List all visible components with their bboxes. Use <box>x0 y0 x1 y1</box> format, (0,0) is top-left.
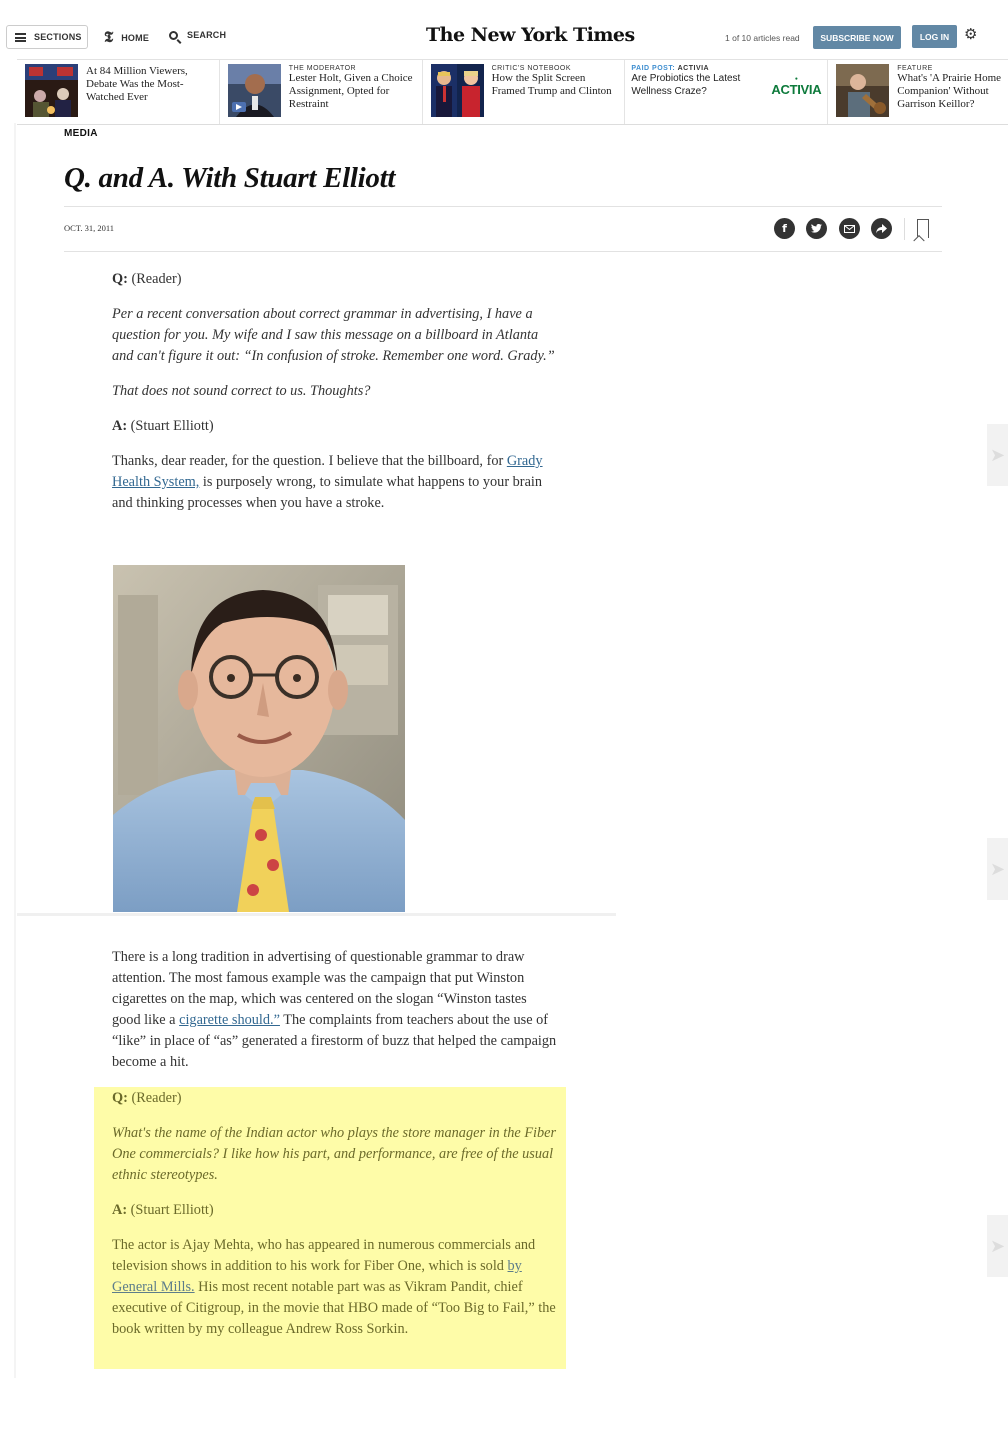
search-link[interactable] <box>169 30 226 40</box>
ribbon-headline: What's 'A Prairie Home Companion' Without Garrison Keillor? <box>897 72 1002 110</box>
stuart-elliott-photo <box>113 565 405 912</box>
question-text: That does not sound correct to us. Thoughts? <box>112 383 371 399</box>
grady-link[interactable]: Grady Health System, <box>112 453 543 490</box>
home-link[interactable] <box>104 30 149 45</box>
general-mills-link[interactable]: by General Mills. <box>112 1258 522 1295</box>
sections-label: SECTIONS <box>34 32 82 42</box>
ribbon-kicker: THE MODERATOR <box>288 65 357 72</box>
a-attribution: (Stuart Elliott) <box>127 1202 214 1218</box>
paragraph <box>112 947 557 1073</box>
ribbon-item[interactable] <box>423 60 626 124</box>
next-arrow-icon[interactable]: ➤ <box>987 424 1008 486</box>
ribbon-item[interactable] <box>220 60 423 124</box>
q-label: Q: <box>112 1090 128 1106</box>
page-divider <box>17 913 616 916</box>
ribbon-thumbnail <box>431 64 484 117</box>
next-arrow-icon[interactable]: ➤ <box>987 1215 1008 1277</box>
ribbon-kicker <box>631 65 756 72</box>
answer-text-part: His most recent notable part was as Vikram Pandit, chief executive of Citigroup, in the movie that HBO made of “Too Big to Fail,” the book written by my colleague Andrew Ross Sorkin. <box>112 1279 556 1337</box>
divider <box>904 218 905 240</box>
ribbon-item[interactable] <box>17 60 220 124</box>
answer-text-part: is purposely wrong, to simulate what happens to your brain and thinking processes when you have a stroke. <box>112 474 543 511</box>
answer-header <box>112 416 557 437</box>
divider <box>64 206 942 207</box>
article-body-1 <box>112 269 557 514</box>
ribbon-headline: How the Split Screen Framed Trump and Clinton <box>491 72 612 97</box>
question-header <box>112 269 557 290</box>
article-date: OCT. 31, 2011 <box>64 223 115 233</box>
subscribe-button[interactable]: SUBSCRIBE NOW <box>813 26 901 49</box>
article-headline: Q. and A. With Stuart Elliott <box>64 162 396 194</box>
email-icon[interactable] <box>839 218 860 239</box>
answer-text-part: Thanks, dear reader, for the question. I believe that the billboard, for <box>112 453 507 469</box>
question-header <box>112 1088 557 1109</box>
a-label: A: <box>112 418 128 434</box>
cigarette-should-link[interactable]: cigarette should.” <box>179 1012 280 1028</box>
ribbon-headline: At 84 Million Viewers, Debate Was the Most-Watched Ever <box>86 65 188 103</box>
answer-text <box>112 1235 557 1340</box>
facebook-icon[interactable]: f <box>774 218 795 239</box>
hamburger-icon <box>15 33 26 42</box>
question-text: Per a recent conversation about correct grammar in advertising, I have a question for you. My wife and I saw this message on a billboard in Atlanta and can't figure it out: “In confusion of stroke. Remember one word. Grady.” <box>112 306 555 364</box>
section-label[interactable]: MEDIA <box>64 128 98 139</box>
ribbon-thumbnail <box>25 64 78 117</box>
ribbon-thumbnail <box>836 64 889 117</box>
next-arrow-icon[interactable]: ➤ <box>987 838 1008 900</box>
search-label: SEARCH <box>187 30 227 40</box>
activia-logo: ● ACTIVIA <box>771 76 822 97</box>
top-navigation <box>0 0 1008 60</box>
page-edge <box>14 123 16 1378</box>
ribbon-item-sponsored[interactable] <box>625 60 828 124</box>
sponsor-label: ACTIVIA <box>677 65 710 72</box>
ribbon-headline: Are Probiotics the Latest Wellness Craze? <box>631 73 741 97</box>
answer-text-part: The actor is Ajay Mehta, who has appeared in numerous commercials and television shows in addition to his work for Fiber One, which is sold <box>112 1237 536 1274</box>
sections-button[interactable] <box>6 25 88 49</box>
masthead-logo[interactable]: The New York Times <box>426 24 635 46</box>
question-text: What's the name of the Indian actor who plays the store manager in the Fiber One commercials? I like how his part, and performance, are free of the usual ethnic stereotypes. <box>112 1125 557 1183</box>
nyt-t-icon: 𝕿 <box>104 28 114 46</box>
story-ribbon <box>17 59 1008 125</box>
ribbon-thumbnail <box>228 64 281 117</box>
answer-header <box>112 1200 557 1221</box>
ribbon-kicker: CRITIC'S NOTEBOOK <box>491 65 572 72</box>
search-icon <box>169 31 178 40</box>
articles-read-counter: 1 of 10 articles read <box>725 33 800 43</box>
gear-icon[interactable]: ⚙ <box>964 25 978 43</box>
q-attribution: (Reader) <box>127 271 182 287</box>
ribbon-headline: Lester Holt, Given a Choice Assignment, Opted for Restraint <box>288 72 413 110</box>
paragraph-text: There is a long tradition in advertising of questionable grammar to draw attention. The most famous example was the campaign that put Winston cigarettes on the map, which was centered on the slogan “Winston tastes good like a <box>112 949 527 1028</box>
paid-post-label: PAID POST: <box>631 65 676 72</box>
article-body-2 <box>112 947 557 1073</box>
ribbon-kicker: FEATURE <box>897 65 933 72</box>
divider <box>64 251 942 252</box>
login-button[interactable]: LOG IN <box>912 25 957 48</box>
ribbon-item[interactable] <box>828 60 1008 124</box>
q-attribution: (Reader) <box>127 1090 182 1106</box>
q-label: Q: <box>112 271 128 287</box>
answer-text <box>112 451 557 514</box>
a-label: A: <box>112 1202 128 1218</box>
paragraph-text: The complaints from teachers about the use of “like” in place of “as” generated a firestorm of buzz that helped the campaign become a hit. <box>112 1012 557 1070</box>
twitter-icon[interactable] <box>806 218 827 239</box>
article-body-3 <box>112 1088 557 1340</box>
home-label: HOME <box>121 32 150 43</box>
bookmark-icon[interactable] <box>917 219 929 238</box>
a-attribution: (Stuart Elliott) <box>127 418 214 434</box>
share-icon[interactable] <box>871 218 892 239</box>
